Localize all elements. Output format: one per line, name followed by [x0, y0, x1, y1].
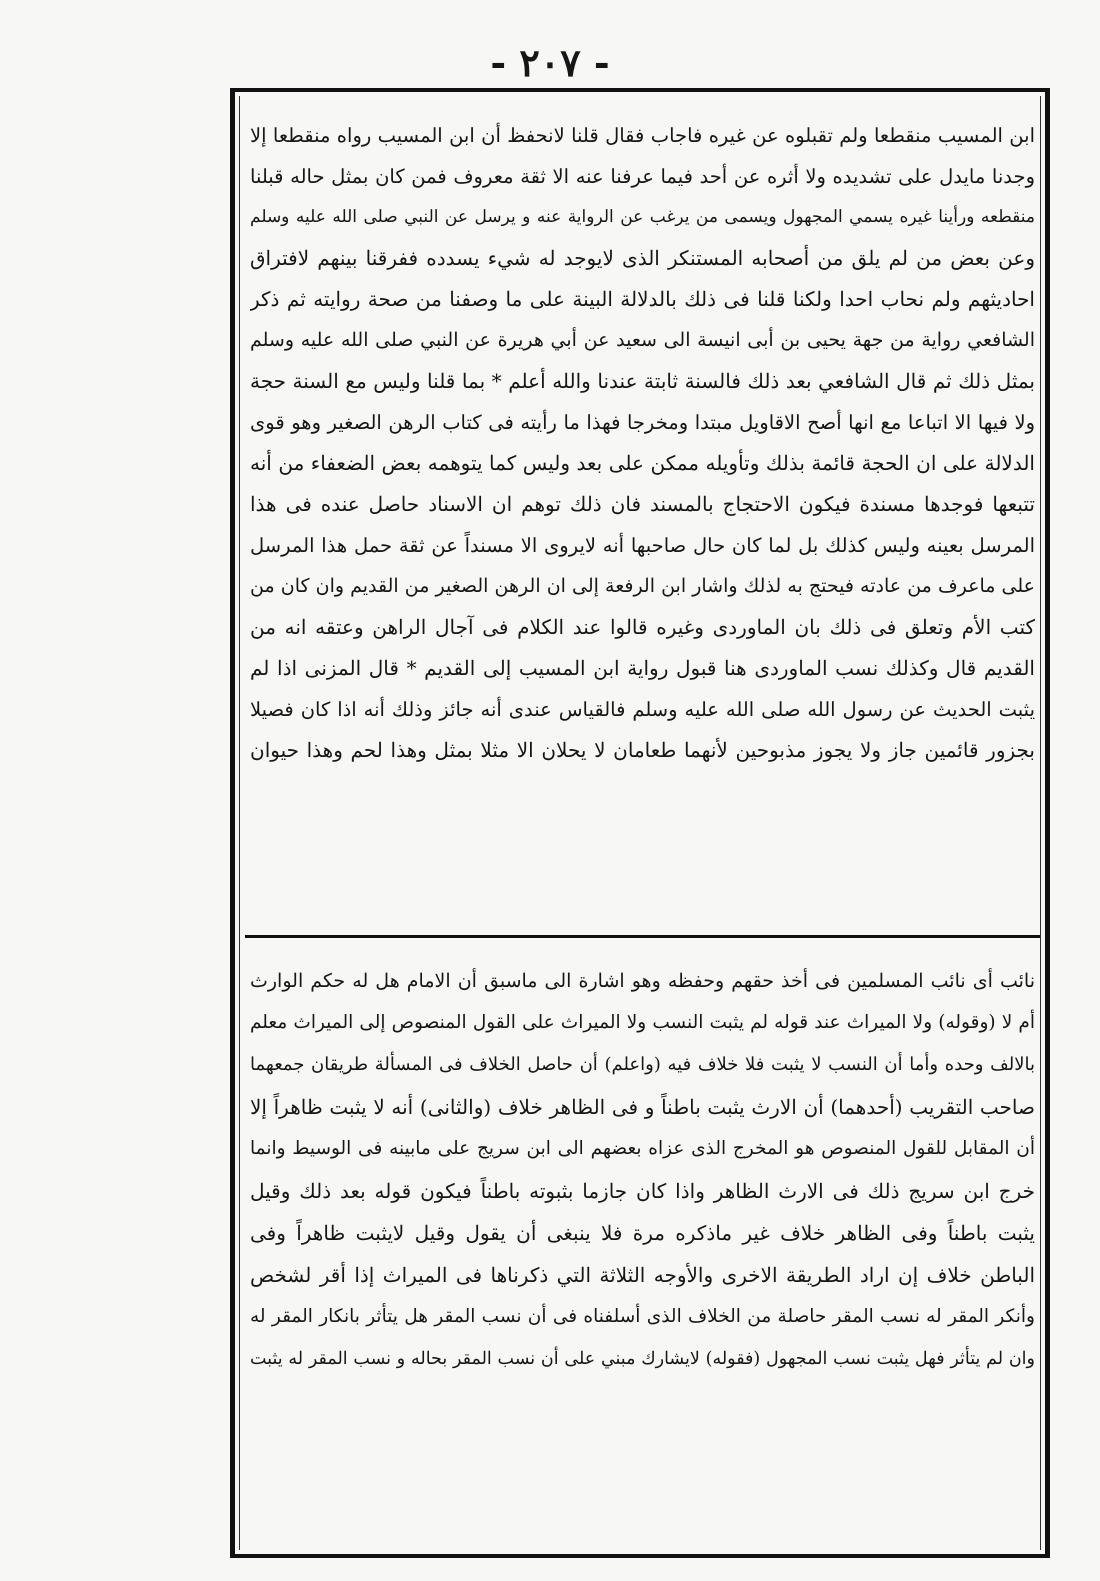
text-line: وعن بعض من لم يلق من أصحابه المستنكر الذى لايوجد له شيء يسدده ففرقنا بينهم لافتراق: [250, 246, 1035, 270]
text-line: الشافعي رواية من جهة يحيى بن أبى انيسة الى سعيد عن أبي هريرة عن النبي صلى الله عليه وسلم: [250, 329, 1035, 351]
text-line: ولا فيها الا اتباعا مع انها أصح الاقاويل مبتدا ومخرجا فهذا ما رأيته فى كتاب الرهن الصغير وهو قوى: [250, 411, 1035, 434]
footnote-text: [250, 960, 1035, 1380]
text-line: احاديثهم ولم نحاب احدا ولكنا قلنا فى ذلك بالدلالة البينة على ما وصفنا من صحة روايته ثم ذكر: [250, 287, 1035, 311]
footnote-line: خرج ابن سريج ذلك فى الارث الظاهر واذا كان جازما بثبوته باطناً فيكون قوله بعد ذلك وقيل: [250, 1179, 1035, 1203]
footnote-line: وأنكر المقر له نسب المقر حاصلة من الخلاف الذى أسلفناه فى أن نسب المقر هل يتأثر بانكار المقر له: [250, 1306, 1035, 1327]
footnote-line: صاحب التقريب (أحدهما) أن الارث يثبت باطناً و فى الظاهر خلاف (والثانى) أنه لا يثبت ظاهراً إلا: [250, 1095, 1035, 1119]
text-line: المرسل بعينه وليس كذلك بل لما كان حال صاحبها أنه لايروى الا مسنداً عن ثقة حمل هذا المرسل: [250, 534, 1035, 557]
text-line: القديم قال وكذلك نسب الماوردى هنا قبول رواية ابن المسيب إلى القديم * قال المزنى اذا لم: [250, 656, 1035, 680]
text-line: تتبعها فوجدها مسندة فيكون الاحتجاج بالمسند فان ذلك توهم ان الاسناد حاصل عنده فى هذا: [250, 492, 1035, 516]
page-number: - ٢٠٧ -: [490, 40, 610, 85]
text-line: وجدنا مايدل على تشديده ولا أثره عن أحد فيما عرفنا عنه الا ثقة معروف فمن كان بمثل حاله قبلنا: [250, 165, 1035, 188]
text-line: ابن المسيب منقطعا ولم تقبلوه عن غيره فاجاب فقال قلنا لانحفظ أن ابن المسيب رواه منقطعا إلا: [250, 124, 1035, 147]
text-line: على ماعرف من عادته فيحتج به لذلك واشار ابن الرفعة إلى ان الرهن الصغير من القديم وان كان من: [250, 575, 1035, 597]
text-line: بجزور قائمين جاز ولا يجوز مذبوحين لأنهما طعامان لا يحلان الا مثلا بمثل وهذا لحم وهذا حيوان: [250, 738, 1035, 762]
footnote-line: وان لم يتأثر فهل يثبت نسب المجهول (فقوله) لايشارك مبني على أن نسب المقر بحاله و نسب المقر له يثبت: [250, 1349, 1035, 1369]
footnote-line: أن المقابل للقول المنصوص هو المخرج الذى عزاه بعضهم الى ابن سريج على مابينه فى الوسيط وانما: [250, 1138, 1035, 1159]
footnote-separator: [245, 935, 1040, 938]
text-line: الدلالة على ان الحجة قائمة بذلك وتأويله ممكن على بعد وليس كما يتوهمه بعض الضعفاء من أنه: [250, 451, 1035, 475]
footnote-line: نائب أى نائب المسلمين فى أخذ حقهم وحفظه وهو اشارة الى ماسبق أن الامام هل له حكم الوارث: [250, 970, 1035, 992]
text-line: بمثل ذلك ثم قال الشافعي بعد ذلك فالسنة ثابتة عندنا والله أعلم * بما قلنا وليس مع السنة حجة: [250, 369, 1035, 393]
text-line: يثبت الحديث عن رسول الله صلى الله عليه وسلم فالقياس عندى أنه جائز وذلك أنه اذا كان فصيلا: [250, 698, 1035, 721]
footnote-line: أم لا (وقوله) ولا الميراث عند قوله لم يثبت النسب ولا الميراث على القول المنصوص إلى الميراث معلم: [250, 1012, 1035, 1033]
footnote-line: يثبت باطناً وفى الظاهر خلاف غير ماذكره مرة فلا ينبغى أن يقول وقيل لايثبت ظاهراً وفى: [250, 1221, 1035, 1245]
footnote-line: بالالف وحده وأما أن النسب لا يثبت فلا خلاف فيه (واعلم) أن حاصل الخلاف فى المسألة طريقان جمعهما: [250, 1054, 1035, 1075]
main-text: [250, 115, 1035, 771]
text-line: منقطعه ورأينا غيره يسمي المجهول ويسمى من يرغب عن الرواية عنه و يرسل عن النبي صلى الله عليه وسلم: [250, 207, 1035, 227]
footnote-line: الباطن خلاف إن اراد الطريقة الاخرى والأوجه الثلاثة التي ذكرناها فى الميراث إذا أقر لشخص: [250, 1263, 1035, 1287]
text-line: كتب الأم وتعلق فى ذلك بان الماوردى وغيره قالوا عند الكلام فى آجال الراهن وعتقه انه من: [250, 615, 1035, 639]
